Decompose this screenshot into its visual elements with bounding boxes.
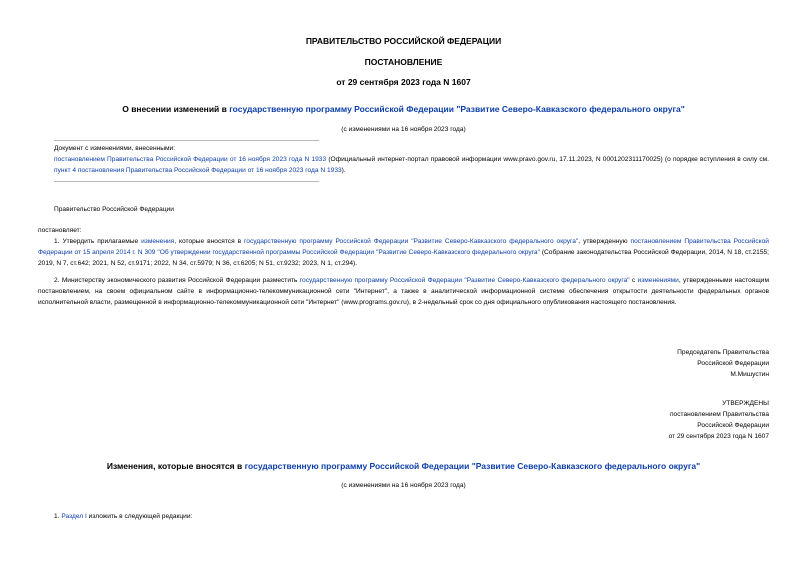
- changes-title-program-link[interactable]: государственную программу Российской Федерации "Развитие Северо-Кавказского федерального округа": [244, 461, 701, 471]
- government-name: ПРАВИТЕЛЬСТВО РОССИЙСКОЙ ФЕДЕРАЦИИ: [305, 36, 502, 46]
- p1-link-decree-309[interactable]: постановлением Правительства Российской Федерации от 15 апреля 2014 г. N 309 "Об утверждении государственной программы Российской Федерации "Развитие Северо-Кавказского федерального округа": [38, 238, 769, 256]
- amendment-link-1933[interactable]: постановлением Правительства Российской Федерации от 16 ноября 2023 года N 1933: [54, 156, 327, 163]
- approved-block: [669, 398, 769, 442]
- p2-link-changes[interactable]: изменениями: [637, 277, 679, 284]
- changes-edition-note: (с изменениями на 16 ноября 2023 года): [341, 482, 466, 489]
- title-program-link[interactable]: государственную программу Российской Федерации "Развитие Северо-Кавказского федерального округа": [229, 104, 685, 114]
- divider-bottom: [54, 181, 319, 182]
- p2-text-c: , утвержденными настоящим постановлением, на своем официальном сайте в информационно-телекоммуникационной сети "Интернет", а также в аналитической информационной системе обеспечения открытости деятельности федеральных органов исполнительной власти, размещенной в информационно-телекоммуникационной сети "Интернет" (www.programs.gov.ru), в 2-недельный срок со дня официального опубликования настоящего постановления.: [38, 277, 770, 306]
- approved-country: Российской Федерации: [697, 422, 769, 429]
- item-1: [54, 511, 192, 522]
- item-1-number: 1.: [54, 513, 62, 520]
- p1-link-program[interactable]: государственную программу Российской Федерации "Развитие Северо-Кавказского федерального округа": [244, 238, 579, 245]
- signature-name: М.Мишустин: [730, 371, 769, 378]
- amendment-text-1: (Официальный интернет-портал правовой информации www.pravo.gov.ru, 17.11.2023, N 0001202311170025) (о порядке вступления в силу см.: [326, 156, 769, 163]
- amendments-list: [54, 154, 769, 176]
- p2-text-b: с: [629, 277, 638, 284]
- approved-date: от 29 сентября 2023 года N 1607: [668, 433, 769, 440]
- p1-text-a: 1. Утвердить прилагаемые: [54, 238, 142, 245]
- gov-rf-text: Правительство Российской Федерации: [54, 206, 174, 213]
- item-1-section-link[interactable]: Раздел I: [61, 513, 87, 520]
- p1-text-b: , которые вносятся в: [174, 238, 245, 245]
- item-1-text: изложить в следующей редакции:: [86, 513, 193, 520]
- paragraph-2: [38, 275, 769, 308]
- decrees-text: постановляет:: [38, 227, 82, 234]
- document-title: [0, 104, 807, 114]
- document-type: ПОСТАНОВЛЕНИЕ: [364, 57, 443, 67]
- paragraph-1: [38, 236, 769, 269]
- divider-top: [54, 140, 319, 141]
- p2-text-a: 2. Министерству экономического развития Российской Федерации разместить: [54, 277, 300, 284]
- signature-block: [677, 347, 769, 380]
- p1-text-c: , утвержденную: [578, 238, 631, 245]
- amendment-text-2: ).: [341, 167, 346, 174]
- p2-link-program[interactable]: государственную программу Российской Федерации "Развитие Северо-Кавказского федерального округа": [299, 277, 630, 284]
- signature-country: Российской Федерации: [697, 360, 769, 367]
- title-prefix: О внесении изменений в: [122, 104, 230, 114]
- p1-link-changes[interactable]: изменения: [141, 238, 175, 245]
- document-date-number: от 29 сентября 2023 года N 1607: [336, 77, 471, 87]
- signature-position: Председатель Правительства: [677, 349, 769, 356]
- changes-title: [0, 461, 807, 471]
- edition-note: (с изменениями на 16 ноября 2023 года): [341, 126, 466, 133]
- approved-by: постановлением Правительства: [669, 411, 769, 418]
- amendments-heading: Документ с изменениями, внесенными:: [54, 145, 176, 152]
- amendment-link-point4[interactable]: пункт 4 постановления Правительства Российской Федерации от 16 ноября 2023 года N 1933: [54, 167, 342, 174]
- p1-text-d: (Собрание законодательства Российской Федерации, 2014, N 18, ст.2155; 2019, N 7, ст.642; 2021, N 52, ст.9171; 2022, N 34, ст.5979; N 36, ст.6205; N 51, ст.9232; 2023, N 1, ст.294).: [38, 249, 769, 267]
- approved-heading: УТВЕРЖДЕНЫ: [722, 400, 769, 407]
- changes-title-prefix: Изменения, которые вносятся в: [106, 461, 245, 471]
